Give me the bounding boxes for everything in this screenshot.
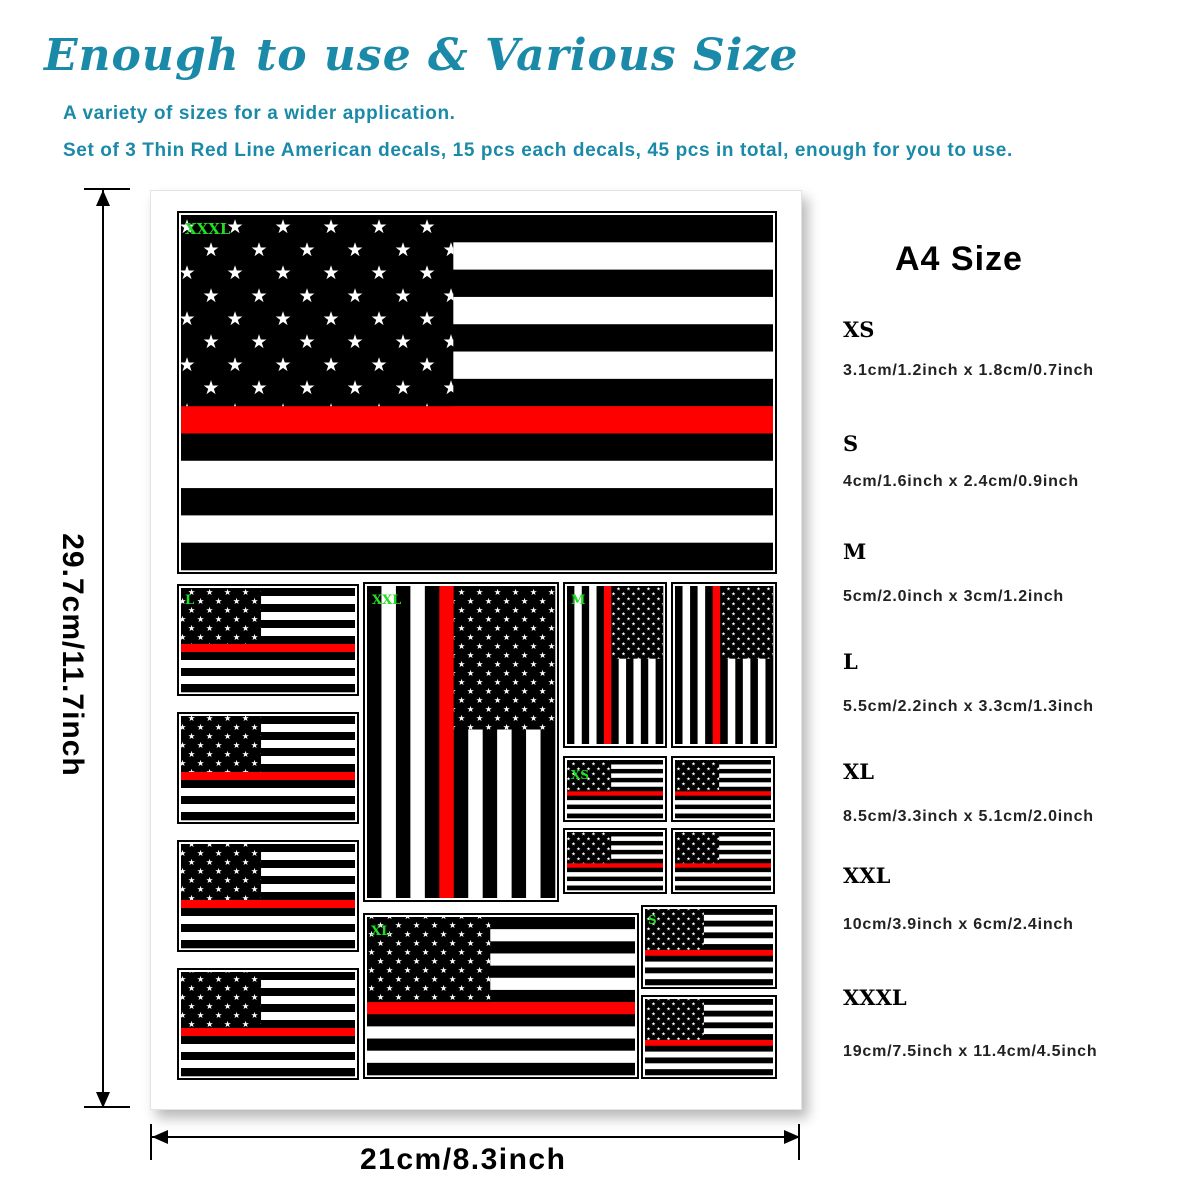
flag-l-stars (181, 716, 261, 772)
flag-m-vertical-stripe (589, 586, 597, 744)
flag-m-vertical-stripe (675, 586, 683, 744)
flag-l-stripe (181, 788, 355, 796)
flag-l-stripe (181, 1052, 355, 1060)
flag-xxl-vertical-stripe (396, 586, 411, 898)
flag-l (178, 713, 358, 823)
decal-size-tag: S (648, 913, 657, 927)
flag-xs-stripe (567, 886, 663, 891)
flag-xs-stripe (675, 863, 771, 868)
flag-m-vertical-stripe (690, 586, 698, 744)
flag-xxxl-stripe (181, 406, 773, 434)
flag-xxl-vertical (364, 583, 558, 901)
flag-l (178, 969, 358, 1079)
size-name-m: M (843, 539, 867, 564)
size-name-xs: XS (843, 317, 875, 342)
arrow-up-icon (96, 190, 110, 206)
flag-l-stripe (181, 940, 355, 948)
flag-xxl-vertical-stars (454, 586, 555, 730)
size-name-xxl: XXL (843, 863, 891, 888)
flag-s-stripe (645, 967, 773, 973)
size-name-s: S (843, 431, 859, 456)
flag-l-stripe (181, 796, 355, 804)
flag-xxxl-stripe (181, 515, 773, 543)
flag-s (642, 996, 776, 1078)
arrow-down-icon (96, 1092, 110, 1108)
flag-s-stripe (645, 1069, 773, 1075)
decal-size-tag: L (185, 593, 195, 608)
flag-xs-stripe (567, 796, 663, 801)
flag-xl-stripe (367, 1063, 635, 1075)
flag-l-stripe (181, 1068, 355, 1076)
flag-xs-stripe (675, 796, 771, 801)
size-dims-xxl: 10cm/3.9inch x 6cm/2.4inch (843, 916, 1074, 933)
flag-l-stripe (181, 812, 355, 820)
flag-s-stripe (645, 956, 773, 962)
flag-l (178, 841, 358, 951)
flag-s-stripe (645, 1040, 773, 1046)
flag-xs-stars (567, 832, 611, 863)
flag-l-stripe (181, 916, 355, 924)
flag-xs-stripe (675, 809, 771, 814)
decal-size-tag: M (571, 593, 586, 608)
flag-l-stripe (181, 1044, 355, 1052)
size-name-xxxl: XXXL (843, 985, 907, 1010)
flag-l-stripe (181, 676, 355, 684)
flag-l-stripe (181, 1028, 355, 1036)
flag-l-stripe (181, 924, 355, 932)
subtitle-set-description: Set of 3 Thin Red Line American decals, 15 pcs each decals, 45 pcs in total, enough for you to use. (63, 140, 1013, 161)
flag-l-stripe (181, 684, 355, 692)
flag-xl-stripe (367, 1002, 635, 1014)
arrow-right-icon (784, 1130, 800, 1144)
flag-m-vertical-stripe (698, 586, 706, 744)
flag-xxl-vertical-stripe (410, 586, 425, 898)
size-name-xl: XL (843, 759, 875, 784)
flag-xxxl (178, 212, 776, 573)
flag-m-vertical (672, 583, 776, 747)
flag-l-stripe (181, 780, 355, 788)
flag-xs-stars (675, 760, 719, 791)
decal-sheet-drawing (151, 191, 801, 1109)
flag-xxxl-stars (181, 215, 453, 406)
flag-xs-stripe (675, 791, 771, 796)
flag-xs (672, 757, 774, 821)
width-line (152, 1136, 800, 1138)
decal-size-tag: XS (571, 768, 589, 782)
flag-xxxl-stripe (181, 488, 773, 516)
flag-xs-stripe (567, 868, 663, 873)
flag-xs-stripe (567, 800, 663, 805)
flag-s-stars (645, 999, 704, 1040)
flag-xs-stripe (675, 877, 771, 882)
decal-sheet (150, 190, 802, 1110)
flag-xs-stripe (567, 877, 663, 882)
flag-l-stripe (181, 900, 355, 908)
flag-l-stripe (181, 804, 355, 812)
flag-l-stripe (181, 652, 355, 660)
flag-xs-stripe (675, 800, 771, 805)
flag-m-vertical-stripe (683, 586, 691, 744)
flag-xs-stars (675, 832, 719, 863)
decal-size-tag: XL (371, 924, 391, 939)
flag-m-vertical-stars (720, 586, 773, 659)
flag-l-stars (181, 972, 261, 1028)
flag-xxxl-stripe (181, 543, 773, 571)
flag-xl-stripe (367, 1051, 635, 1063)
size-dims-s: 4cm/1.6inch x 2.4cm/0.9inch (843, 473, 1079, 490)
flag-xs-stripe (675, 886, 771, 891)
flag-xs (564, 757, 666, 821)
flag-s (642, 906, 776, 988)
size-dims-xl: 8.5cm/3.3inch x 5.1cm/2.0inch (843, 808, 1094, 825)
flag-xs (564, 829, 666, 893)
flag-m-vertical-stripe (574, 586, 582, 744)
flag-s-stripe (645, 973, 773, 979)
flag-xxxl-stripe (181, 433, 773, 461)
flag-xs (672, 829, 774, 893)
arrow-left-icon (152, 1130, 168, 1144)
flag-xs-stripe (675, 814, 771, 819)
flag-xl-stripe (367, 1026, 635, 1038)
a4-size-title: A4 Size (895, 240, 1023, 278)
flag-s-stripe (645, 1057, 773, 1063)
size-dims-m: 5cm/2.0inch x 3cm/1.2inch (843, 588, 1064, 605)
flag-m-vertical-stripe (713, 586, 721, 744)
flag-l-stripe (181, 772, 355, 780)
flag-xs-stripe (675, 805, 771, 810)
flag-xxl-vertical-stripe (439, 586, 454, 898)
flag-m-vertical-stripe (567, 586, 575, 744)
flag-s-stripe (645, 962, 773, 968)
flag-xxl-vertical-stripe (425, 586, 440, 898)
decal-size-tag: XXL (372, 593, 402, 608)
flag-xs-stripe (567, 863, 663, 868)
flag-s-stripe (645, 950, 773, 956)
size-dims-xs: 3.1cm/1.2inch x 1.8cm/0.7inch (843, 362, 1094, 379)
flag-xs-stripe (675, 881, 771, 886)
flag-xs-stripe (675, 872, 771, 877)
flag-xl-stripe (367, 1014, 635, 1026)
flag-m-vertical-stars (611, 586, 663, 659)
flag-m-vertical-stripe (705, 586, 713, 744)
width-label: 21cm/8.3inch (360, 1143, 567, 1176)
flag-xs-stripe (675, 868, 771, 873)
flag-l-stripe (181, 932, 355, 940)
flag-xs-stripe (567, 814, 663, 819)
flag-l-stripe (181, 1060, 355, 1068)
flag-m-vertical-stripe (582, 586, 590, 744)
flag-xs-stripe (567, 809, 663, 814)
flag-l-stars (181, 844, 261, 900)
flag-xl (364, 914, 638, 1078)
flag-xs-stripe (567, 805, 663, 810)
flag-s-stripe (645, 1046, 773, 1052)
flag-xs-stripe (567, 791, 663, 796)
flag-l-stripe (181, 644, 355, 652)
flag-xl-stripe (367, 1039, 635, 1051)
flag-xs-stripe (567, 872, 663, 877)
size-dims-l: 5.5cm/2.2inch x 3.3cm/1.3inch (843, 698, 1094, 715)
flag-l-stripe (181, 668, 355, 676)
flag-m-vertical-stripe (597, 586, 605, 744)
size-dims-xxxl: 19cm/7.5inch x 11.4cm/4.5inch (843, 1043, 1098, 1060)
headline: Enough to use & Various Size (44, 30, 799, 81)
flag-xs-stripe (567, 881, 663, 886)
flag-xxxl-stripe (181, 461, 773, 489)
flag-l (178, 585, 358, 695)
size-name-l: L (843, 649, 858, 674)
flag-l-stripe (181, 660, 355, 668)
flag-s-stripe (645, 1052, 773, 1058)
flag-l-stripe (181, 908, 355, 916)
decal-size-tag: XXXL (185, 220, 231, 238)
flag-xxl-vertical-stripe (381, 586, 396, 898)
height-label: 29.7cm/11.7inch (56, 533, 89, 777)
flag-s-stripe (645, 1063, 773, 1069)
flag-xxl-vertical-stripe (367, 586, 382, 898)
subtitle-variety: A variety of sizes for a wider application. (63, 103, 456, 124)
flag-s-stripe (645, 979, 773, 985)
flag-l-stripe (181, 1036, 355, 1044)
height-line (102, 190, 104, 1108)
flag-m-vertical-stripe (604, 586, 612, 744)
